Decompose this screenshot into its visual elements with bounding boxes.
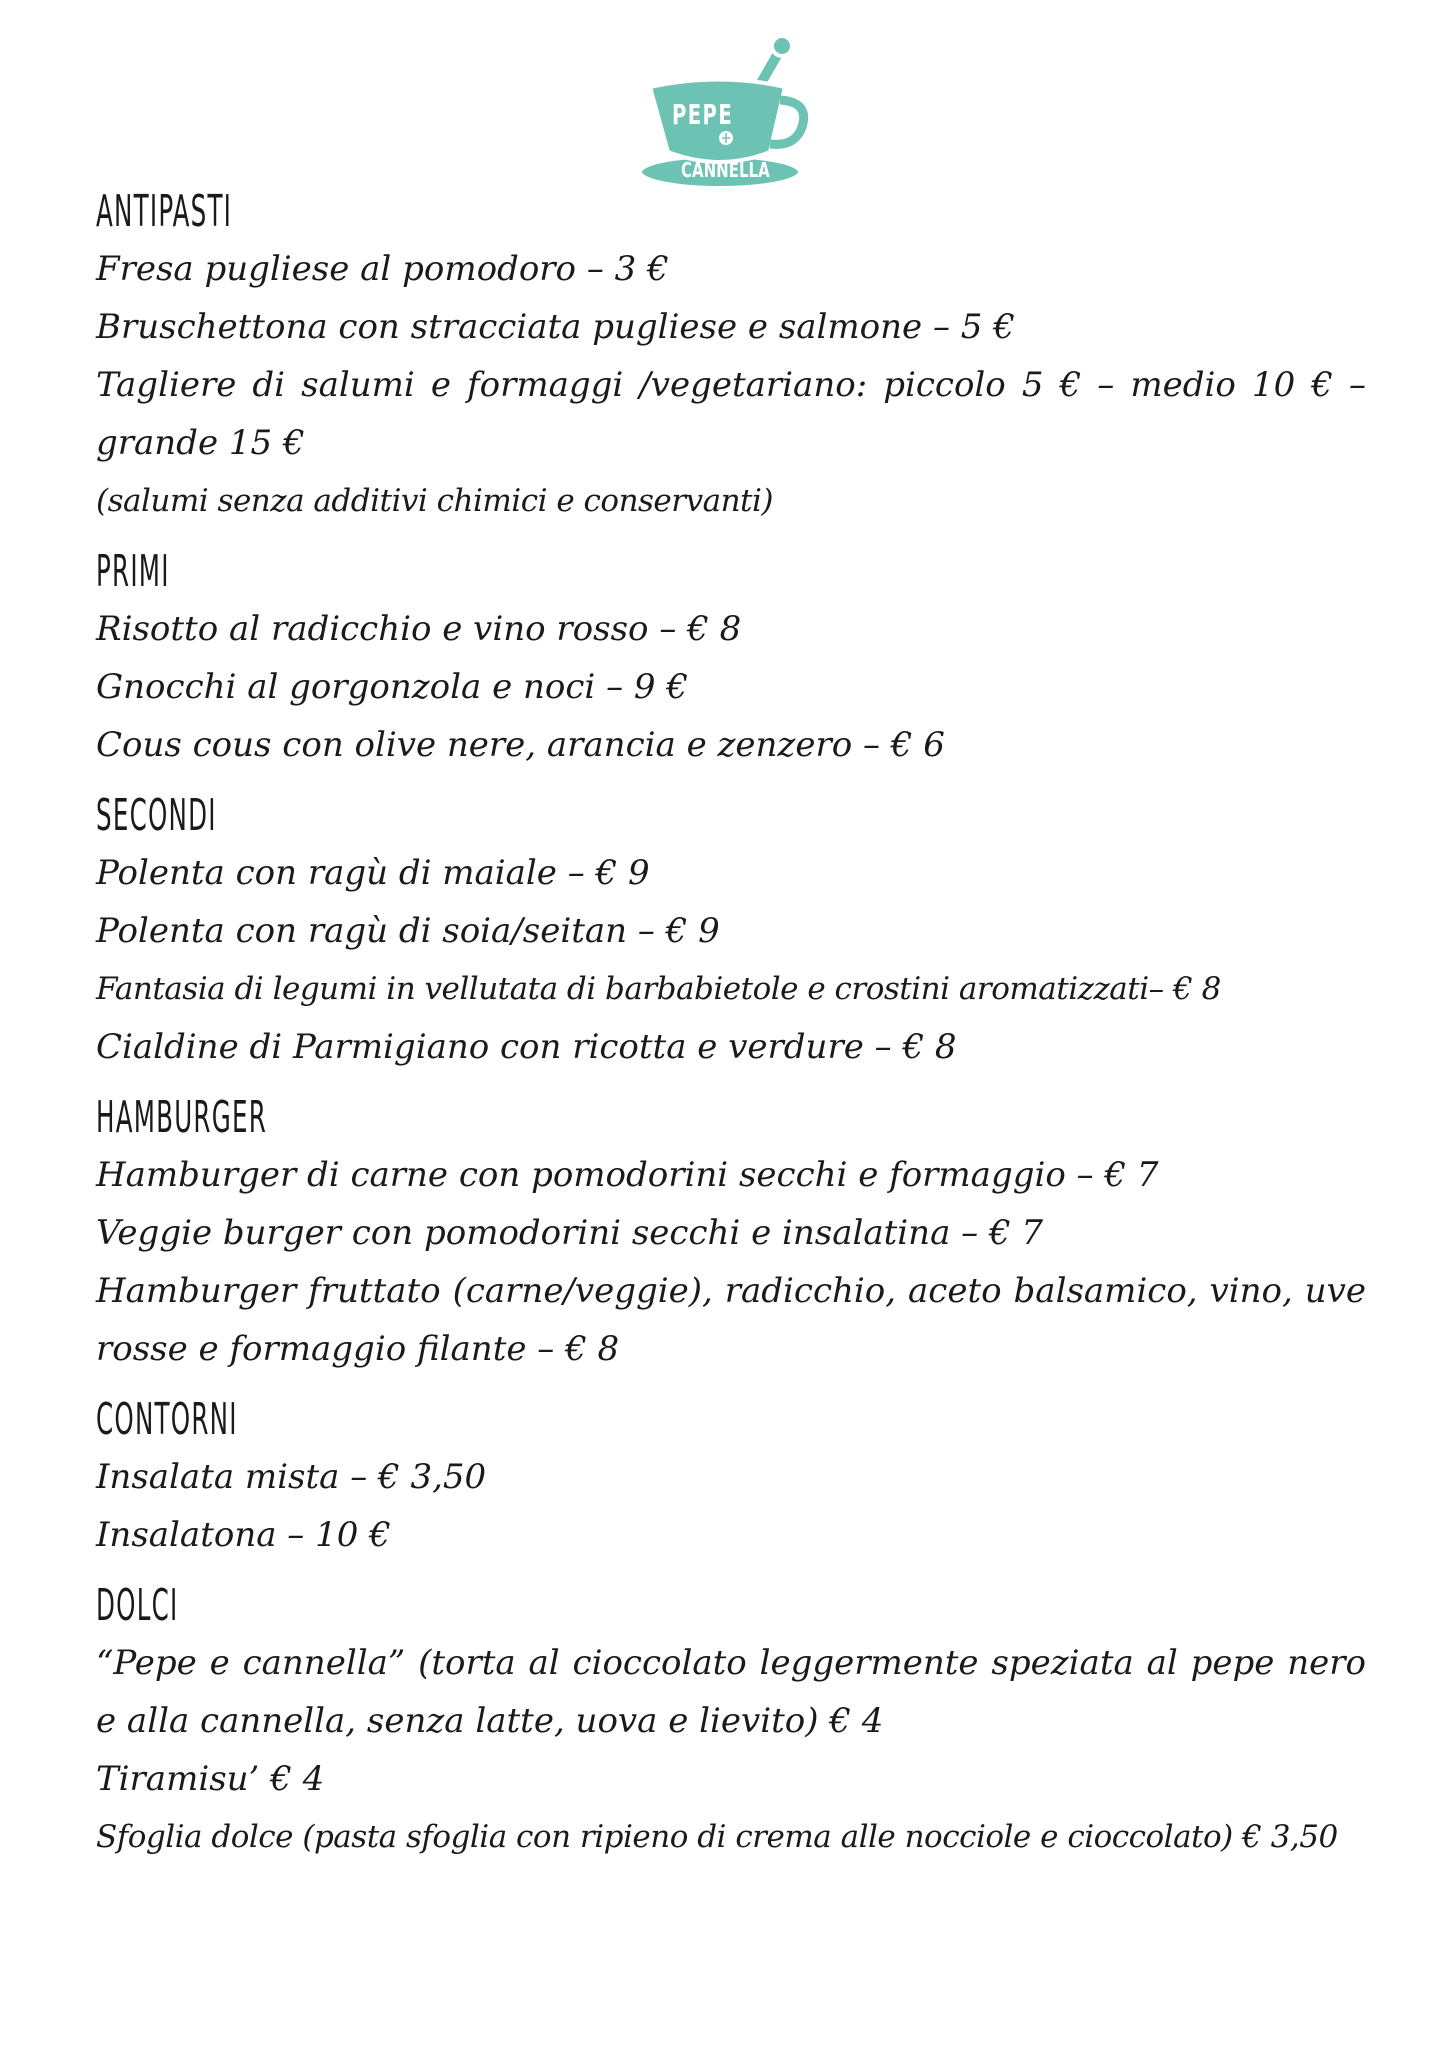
logo-text-pepe: PEPE bbox=[672, 98, 734, 131]
section-title-hamburger: HAMBURGER bbox=[96, 1092, 268, 1143]
section-title-secondi: SECONDI bbox=[96, 790, 217, 841]
logo-text-cannella: CANNELLA bbox=[681, 158, 770, 182]
menu-item: Fresa pugliese al pomodoro – 3 € bbox=[96, 249, 669, 289]
menu-item: Veggie burger con pomodorini secchi e insalatina – € 7 bbox=[96, 1213, 1044, 1253]
menu-item: Sfoglia dolce (pasta sfoglia con ripieno di crema alle nocciole e cioccolato) € 3,50 bbox=[96, 1819, 1338, 1855]
menu-item: “Pepe e cannella” (torta al cioccolato leggermente speziata al pepe nero e alla cannella, senza latte, uova e lievito) € 4 bbox=[96, 1643, 1366, 1741]
section-title-primi: PRIMI bbox=[96, 546, 170, 597]
menu-item: Gnocchi al gorgonzola e noci – 9 € bbox=[96, 667, 688, 707]
menu-item-note: (salumi senza additivi chimici e conservanti) bbox=[96, 483, 774, 519]
menu-item: Hamburger fruttato (carne/veggie), radicchio, aceto balsamico, vino, uve rosse e formaggio filante – € 8 bbox=[96, 1271, 1366, 1369]
section-title-antipasti: ANTIPASTI bbox=[96, 186, 233, 237]
menu-item: Risotto al radicchio e vino rosso – € 8 bbox=[96, 609, 742, 649]
section-title-contorni: CONTORNI bbox=[96, 1394, 238, 1445]
menu-item: Fantasia di legumi in vellutata di barbabietole e crostini aromatizzati– € 8 bbox=[96, 971, 1221, 1007]
menu-item: Polenta con ragù di maiale – € 9 bbox=[96, 853, 650, 893]
menu-item: Tagliere di salumi e formaggi /vegetariano: piccolo 5 € – medio 10 € – grande 15 € bbox=[96, 365, 1366, 463]
menu-item: Hamburger di carne con pomodorini secchi e formaggio – € 7 bbox=[96, 1155, 1159, 1195]
menu-item: Insalatona – 10 € bbox=[96, 1515, 391, 1555]
menu-item: Insalata mista – € 3,50 bbox=[96, 1457, 487, 1497]
menu-item: Tiramisu’ € 4 bbox=[96, 1759, 325, 1799]
menu-item: Bruschettona con stracciata pugliese e salmone – 5 € bbox=[96, 307, 1015, 347]
menu bbox=[96, 184, 1376, 1866]
menu-item: Cialdine di Parmigiano con ricotta e verdure – € 8 bbox=[96, 1027, 957, 1067]
menu-item: Polenta con ragù di soia/seitan – € 9 bbox=[96, 911, 720, 951]
section-title-dolci: DOLCI bbox=[96, 1580, 179, 1631]
menu-item: Cous cous con olive nere, arancia e zenzero – € 6 bbox=[96, 725, 945, 765]
